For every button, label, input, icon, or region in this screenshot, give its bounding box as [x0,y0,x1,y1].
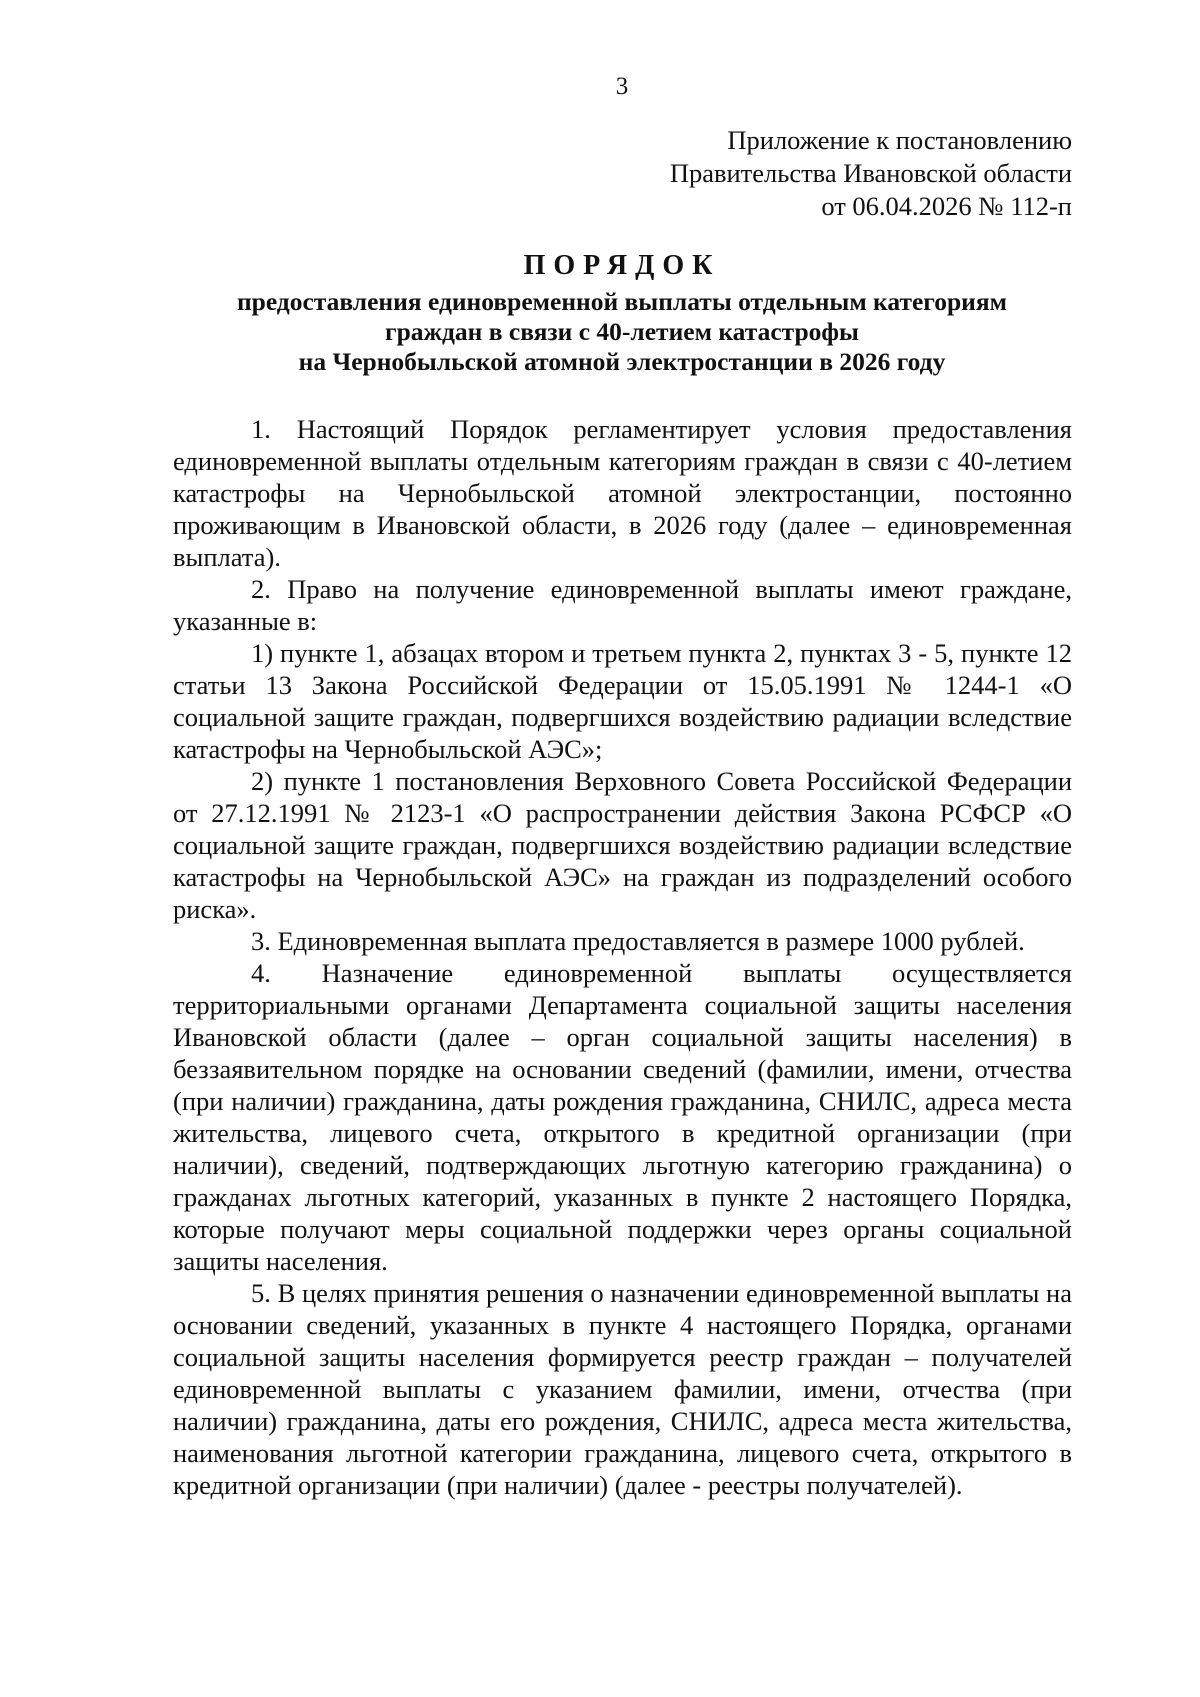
appendix-line-2: Правительства Ивановской области [669,158,1072,188]
document-title [0,247,1200,377]
title-line-3: на Чернобыльской атомной электростанции в 2026 году [298,347,946,376]
paragraph-2-item-2: 2) пункте 1 постановления Верховного Совета Российской Федерации от 27.12.1991 № 2123-1 «О распространении действия Закона РСФСР «О социальной защите граждан, подвергшихся воздействию радиации вследствие катастрофы на Чернобыльской АЭС» на граждан из подразделений особого риска». [173,766,1072,924]
page-number: 3 [615,73,629,100]
appendix-line-1: Приложение к постановлению [727,125,1072,155]
paragraph-1: 1. Настоящий Порядок регламентирует условия предоставления единовременной выплаты отдельным категориям граждан в связи с 40-летием катастрофы на Чернобыльской атомной электростанции, постоянно проживающим в Ивановской области, в 2026 году (далее – единовременная выплата). [173,414,1072,572]
paragraph-5: 5. В целях принятия решения о назначении единовременной выплаты на основании сведений, указанных в пункте 4 настоящего Порядка, органами социальной защиты населения формируется реестр граждан – получателей единовременной выплаты с указанием фамилии, имени, отчества (при наличии) гражданина, даты его рождения, СНИЛС, адреса места жительства, наименования льготной категории гражданина, лицевого счета, открытого в кредитной организации (при наличии) (далее - реестры получателей). [173,1278,1072,1500]
appendix-header [670,124,1072,223]
title-main: ПОРЯДОК [523,250,721,281]
paragraph-2: 2. Право на получение единовременной выплаты имеют граждане, указанные в: [173,574,1072,636]
title-line-2: граждан в связи с 40-летием катастрофы [385,317,859,346]
title-line-1: предоставления единовременной выплаты отдельным категориям [236,287,1008,316]
paragraph-3: 3. Единовременная выплата предоставляется в размере 1000 рублей. [251,926,1025,956]
document-body [173,413,1072,1501]
paragraph-4: 4. Назначение единовременной выплаты осуществляется территориальными органами Департамента социальной защиты населения Ивановской области (далее – орган социальной защиты населения) в беззаявительном порядке на основании сведений (фамилии, имени, отчества (при наличии) гражданина, даты рождения гражданина, СНИЛС, адреса места жительства, лицевого счета, открытого в кредитной организации (при наличии), сведений, подтверждающих льготную категорию гражданина) о гражданах льготных категорий, указанных в пункте 2 настоящего Порядка, которые получают меры социальной поддержки через органы социальной защиты населения. [173,958,1072,1276]
paragraph-2-item-1: 1) пункте 1, абзацах втором и третьем пункта 2, пунктах 3 - 5, пункте 12 статьи 13 Закона Российской Федерации от 15.05.1991 № 1244-1 «О социальной защите граждан, подвергшихся воздействию радиации вследствие катастрофы на Чернобыльской АЭС»; [173,638,1072,764]
appendix-line-3: от 06.04.2026 № 112-п [821,191,1072,221]
